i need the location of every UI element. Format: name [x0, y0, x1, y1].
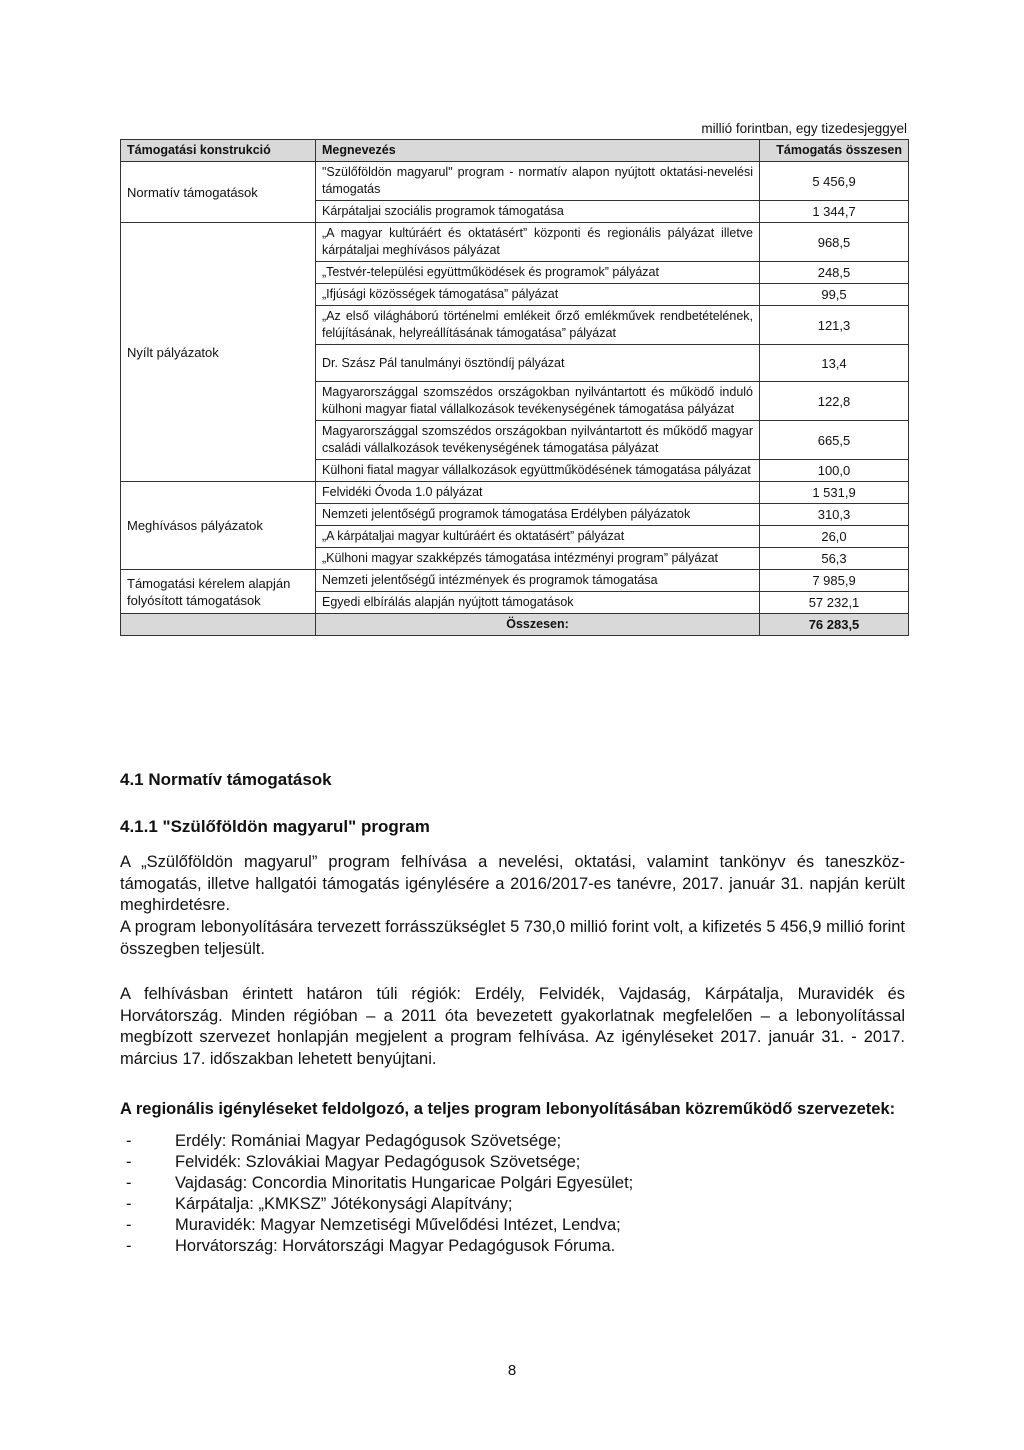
header-total: Támogatás összesen — [760, 140, 909, 162]
row-name: Magyarországgal szomszédos országokban nyilvántartott és működő induló külhoni magyar fiatal vállalkozások tevékenységének támogatása pályázat — [316, 382, 760, 421]
row-amount: 56,3 — [760, 548, 909, 570]
list-item — [120, 1152, 633, 1173]
table-row — [121, 162, 909, 201]
row-amount: 7 985,9 — [760, 570, 909, 592]
row-name: „Ifjúsági közösségek támogatása” pályázat — [316, 284, 760, 306]
category-cell: Nyílt pályázatok — [121, 223, 316, 482]
list-item — [120, 1131, 633, 1152]
total-spacer — [121, 614, 316, 636]
total-label: Összesen: — [316, 614, 760, 636]
category-cell: Meghívásos pályázatok — [121, 482, 316, 570]
total-amount: 76 283,5 — [760, 614, 909, 636]
row-amount: 1 344,7 — [760, 201, 909, 223]
row-name: Magyarországgal szomszédos országokban nyilvántartott és működő magyar családi vállalkozások tevékenységének támogatása pályázat — [316, 421, 760, 460]
row-name: Felvidéki Óvoda 1.0 pályázat — [316, 482, 760, 504]
list-item — [120, 1236, 633, 1257]
paragraph-1: A „Szülőföldön magyarul” program felhívása a nevelési, oktatási, valamint tankönyv és taneszköz-támogatás, illetve hallgatói támogatás igénylésére a 2016/2017-es tanévre, 2017. január 31. napján került meghirdetésre. — [120, 853, 905, 914]
row-amount: 1 531,9 — [760, 482, 909, 504]
row-amount: 26,0 — [760, 526, 909, 548]
row-name: Dr. Szász Pál tanulmányi ösztöndíj pályázat — [316, 345, 760, 382]
table-row — [121, 570, 909, 592]
org-text: Erdély: Romániai Magyar Pedagógusok Szövetsége; — [175, 1132, 562, 1150]
table-total-row — [121, 614, 909, 636]
support-table — [120, 139, 909, 636]
category-cell: Támogatási kérelem alapján folyósított támogatások — [121, 570, 316, 614]
row-name: „Külhoni magyar szakképzés támogatása intézményi program” pályázat — [316, 548, 760, 570]
dash-bullet: - — [126, 1195, 132, 1213]
header-name: Megnevezés — [316, 140, 760, 162]
org-text: Horvátország: Horvátországi Magyar Pedagógusok Fóruma. — [175, 1237, 616, 1255]
list-item — [120, 1194, 633, 1215]
dash-bullet: - — [126, 1153, 132, 1171]
org-text: Muravidék: Magyar Nemzetiségi Művelődési Intézet, Lendva; — [175, 1216, 621, 1234]
row-amount: 100,0 — [760, 460, 909, 482]
row-name: „A magyar kultúráért és oktatásért” központi és regionális pályázat illetve kárpátaljai meghívásos pályázat — [316, 223, 760, 262]
row-name: Egyedi elbírálás alapján nyújtott támogatások — [316, 592, 760, 614]
row-name: Külhoni fiatal magyar vállalkozások együttműködésének támogatása pályázat — [316, 460, 760, 482]
row-name: „Az első világháború történelmi emlékeit őrző emlékművek rendbetételének, felújításának, helyreállításának támogatása” pályázat — [316, 306, 760, 345]
row-name: Nemzeti jelentőségű programok támogatása Erdélyben pályázatok — [316, 504, 760, 526]
row-amount: 310,3 — [760, 504, 909, 526]
row-amount: 665,5 — [760, 421, 909, 460]
org-text: Kárpátalja: „KMKSZ” Jótékonysági Alapítvány; — [175, 1195, 513, 1213]
paragraph-2: A program lebonyolítására tervezett forrásszükséglet 5 730,0 millió forint volt, a kifizetés 5 456,9 millió forint összegben teljesült. — [120, 918, 905, 958]
subsection-heading: 4.1.1 "Szülőföldön magyarul" program — [120, 817, 430, 836]
orgs-list — [120, 1131, 633, 1257]
category-cell: Normatív támogatások — [121, 162, 316, 223]
list-item — [120, 1215, 633, 1236]
orgs-title: A regionális igényléseket feldolgozó, a teljes program lebonyolításában közreműködő szervezetek: — [120, 1100, 896, 1118]
row-amount: 57 232,1 — [760, 592, 909, 614]
dash-bullet: - — [126, 1237, 132, 1255]
org-text: Felvidék: Szlovákiai Magyar Pedagógusok Szövetsége; — [175, 1153, 581, 1171]
row-amount: 968,5 — [760, 223, 909, 262]
row-amount: 248,5 — [760, 262, 909, 284]
table-row — [121, 482, 909, 504]
row-name: Kárpátaljai szociális programok támogatása — [316, 201, 760, 223]
row-name: "Szülőföldön magyarul" program - normatív alapon nyújtott oktatási-nevelési támogatás — [316, 162, 760, 201]
dash-bullet: - — [126, 1216, 132, 1234]
paragraph-3: A felhívásban érintett határon túli régiók: Erdély, Felvidék, Vajdaság, Kárpátalja, Muravidék és Horvátország. Minden régióban – a 2011 óta bevezetett gyakorlatnak megfelelően – a lebonyolítással megbízott szervezet honlapján megjelent a program felhívása. Az igényléseket 2017. január 31. - 2017. március 17. időszakban lehetett benyújtani. — [120, 985, 905, 1068]
section-heading: 4.1 Normatív támogatások — [120, 770, 332, 789]
row-amount: 13,4 — [760, 345, 909, 382]
dash-bullet: - — [126, 1174, 132, 1192]
table-header-row — [121, 140, 909, 162]
list-item — [120, 1173, 633, 1194]
row-amount: 122,8 — [760, 382, 909, 421]
row-amount: 5 456,9 — [760, 162, 909, 201]
table-row — [121, 223, 909, 262]
header-construction: Támogatási konstrukció — [121, 140, 316, 162]
dash-bullet: - — [126, 1132, 132, 1150]
row-amount: 99,5 — [760, 284, 909, 306]
row-name: „Testvér-települési együttműködések és programok” pályázat — [316, 262, 760, 284]
row-name: „A kárpátaljai magyar kultúráért és oktatásért” pályázat — [316, 526, 760, 548]
org-text: Vajdaság: Concordia Minoritatis Hungaricae Polgári Egyesület; — [175, 1174, 634, 1192]
row-name: Nemzeti jelentőségű intézmények és programok támogatása — [316, 570, 760, 592]
table-unit-note: millió forintban, egy tizedesjeggyel — [701, 121, 907, 136]
page-number: 8 — [507, 1362, 517, 1379]
row-amount: 121,3 — [760, 306, 909, 345]
